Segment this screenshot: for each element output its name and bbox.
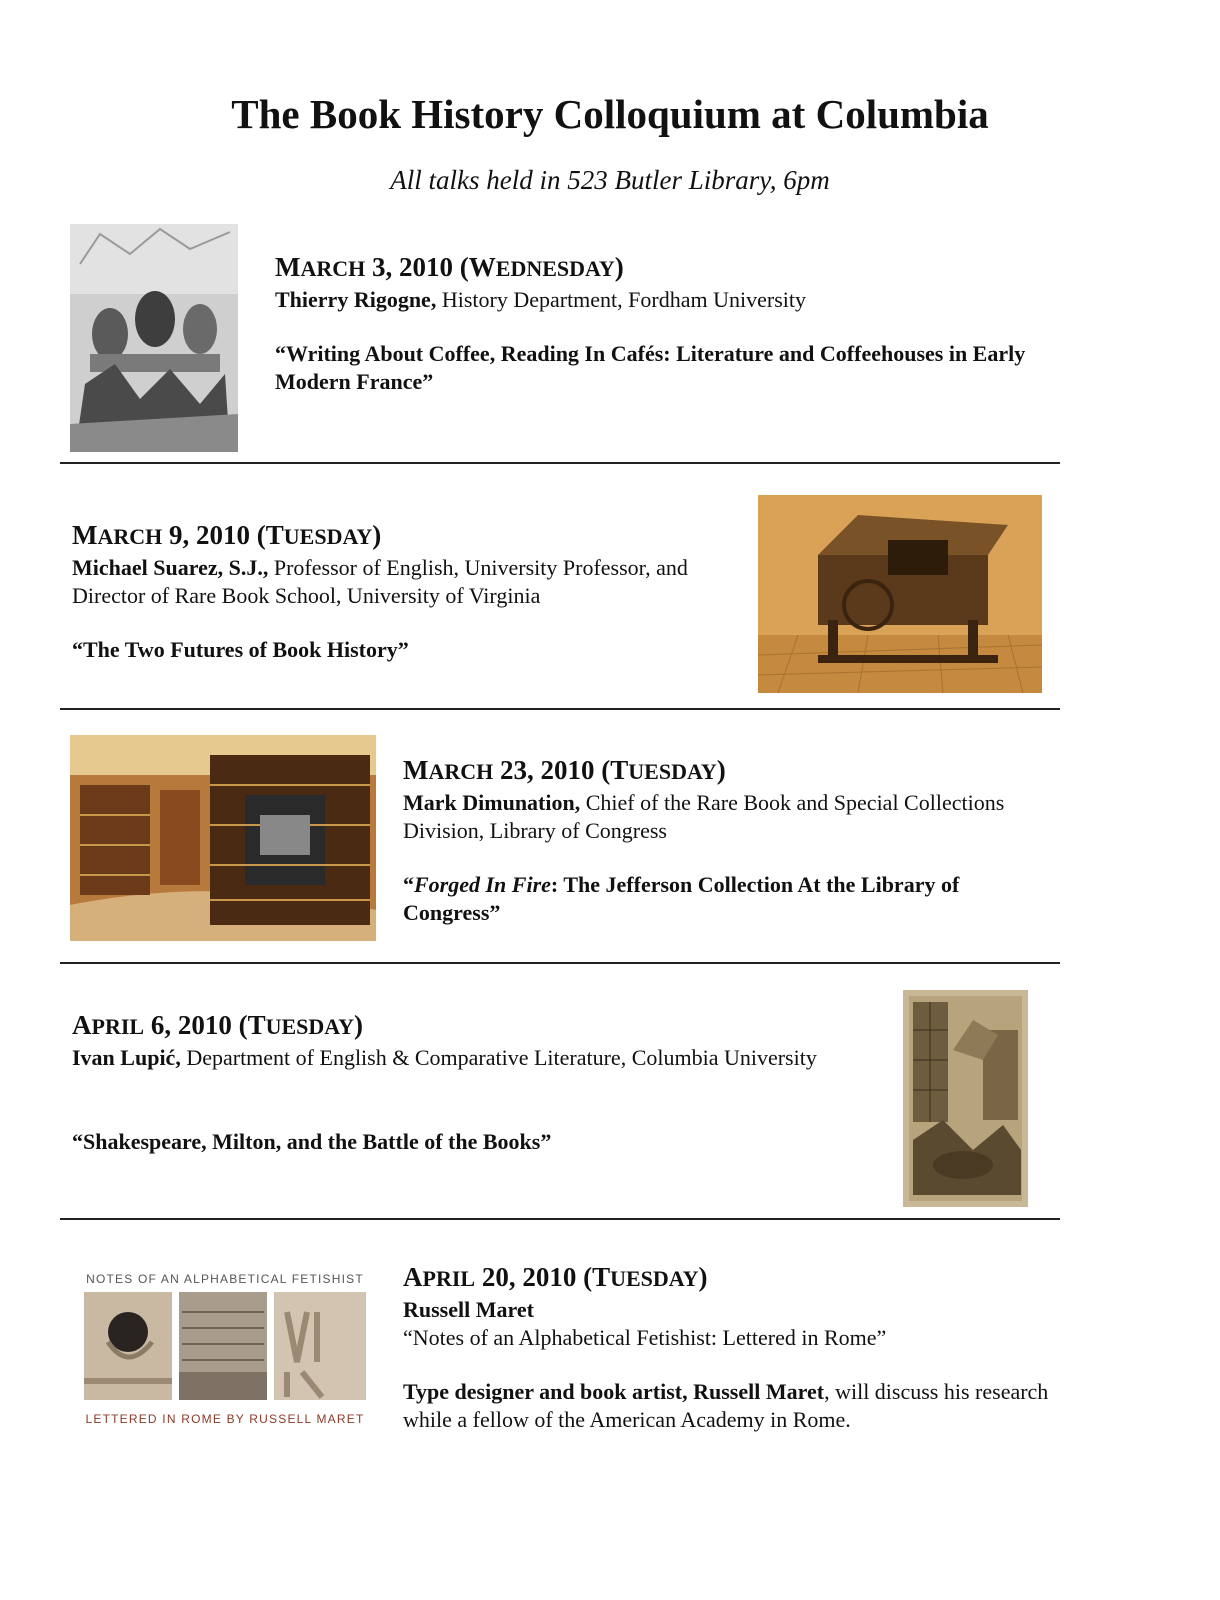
divider (60, 962, 1060, 964)
event-speaker: Thierry Rigogne, History Department, Fordham University (275, 287, 806, 312)
event-speaker: Ivan Lupić, Department of English & Comparative Literature, Columbia University (72, 1045, 817, 1070)
library-shelves-image (70, 735, 376, 941)
divider (60, 462, 1060, 464)
page-subtitle: All talks held in 523 Butler Library, 6pm (390, 165, 830, 195)
event-date: MARCH 23, 2010 (TUESDAY) (403, 755, 726, 785)
printing-press-image (758, 495, 1042, 693)
event-date: APRIL 20, 2010 (TUESDAY) (403, 1262, 708, 1292)
event-april-20 (403, 1262, 1053, 1434)
event-talk-title: “Notes of an Alphabetical Fetishist: Lettered in Rome” (403, 1325, 887, 1350)
cover-top-text: NOTES OF AN ALPHABETICAL FETISHIST (86, 1272, 364, 1286)
divider (60, 1218, 1060, 1220)
event-talk-title: “Shakespeare, Milton, and the Battle of the Books” (72, 1129, 552, 1154)
event-speaker: Russell Maret (403, 1297, 534, 1322)
event-description: Type designer and book artist, Russell Maret, will discuss his research while a fellow of the American Academy in Rome. (403, 1379, 1049, 1432)
event-april-6 (72, 1010, 892, 1156)
event-date: MARCH 9, 2010 (TUESDAY) (72, 520, 382, 550)
event-march-23 (403, 755, 1053, 927)
event-march-9 (72, 520, 712, 664)
event-date: APRIL 6, 2010 (TUESDAY) (72, 1010, 364, 1040)
lettered-in-rome-cover-image (82, 1272, 368, 1432)
event-speaker: Mark Dimunation, Chief of the Rare Book and Special Collections Division, Library of Congress (403, 790, 1005, 843)
event-date: MARCH 3, 2010 (WEDNESDAY) (275, 252, 624, 282)
cover-bottom-text: LETTERED IN ROME BY RUSSELL MARET (85, 1412, 365, 1426)
event-speaker: Michael Suarez, S.J., Professor of English, University Professor, and Director of Rare Book School, University of Virginia (72, 555, 688, 608)
battle-of-books-image (903, 990, 1028, 1207)
event-march-3 (275, 252, 1045, 396)
event-talk-title: “The Two Futures of Book History” (72, 637, 409, 662)
event-talk-title: “Writing About Coffee, Reading In Cafés: Literature and Coffeehouses in Early Modern France” (275, 341, 1026, 394)
page-title: The Book History Colloquium at Columbia (231, 91, 989, 137)
coffeehouse-engraving-image (70, 224, 238, 452)
divider (60, 708, 1060, 710)
event-talk-title: “Forged In Fire: The Jefferson Collection At the Library of Congress” (403, 872, 960, 925)
